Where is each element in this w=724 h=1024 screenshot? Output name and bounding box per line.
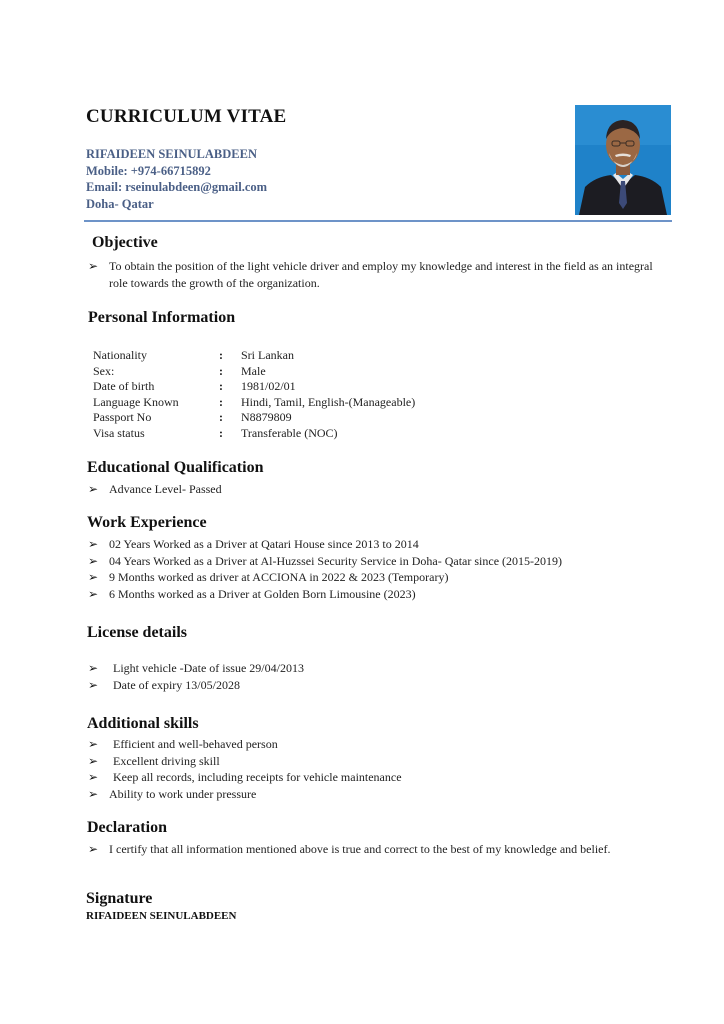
field-label: Date of birth [93, 379, 155, 393]
table-row [93, 410, 415, 426]
field-value: 1981/02/01 [241, 379, 296, 393]
field-value: N8879809 [241, 410, 292, 424]
work-experience-list [88, 536, 562, 602]
list-item [88, 786, 402, 803]
objective-heading: Objective [92, 234, 158, 251]
arrow-bullet-icon: ➢ [88, 842, 99, 856]
license-list [88, 660, 304, 693]
mobile-number: Mobile: +974-66715892 [86, 163, 211, 178]
field-value: Transferable (NOC) [241, 425, 338, 440]
list-item [88, 586, 562, 603]
skill-item: Ability to work under pressure [109, 786, 257, 801]
arrow-bullet-icon: ➢ [88, 482, 99, 496]
education-item: Advance Level- Passed [109, 482, 222, 496]
work-item: 02 Years Worked as a Driver at Qatari House since 2013 to 2014 [109, 537, 419, 551]
arrow-bullet-icon: ➢ [88, 786, 99, 801]
work-experience-heading: Work Experience [87, 514, 207, 531]
skills-list [88, 736, 402, 802]
field-separator: : [219, 394, 223, 409]
header-divider [84, 220, 672, 222]
signature-heading: Signature [86, 890, 153, 907]
list-item [88, 753, 402, 770]
education-list [88, 481, 222, 498]
skill-item: Excellent driving skill [113, 753, 220, 768]
table-row [93, 426, 415, 442]
field-value: Male [241, 363, 266, 378]
arrow-bullet-icon: ➢ [88, 259, 99, 273]
work-item: 04 Years Worked as a Driver at Al-Huzssei Security Service in Doha- Qatar since (2015-2019) [109, 553, 563, 568]
personal-info-heading: Personal Information [88, 309, 236, 326]
personal-info-table [93, 348, 415, 441]
email-address: Email: rseinulabdeen@gmail.com [86, 180, 268, 195]
skill-item: Keep all records, including receipts for vehicle maintenance [113, 770, 402, 785]
education-heading: Educational Qualification [87, 459, 264, 476]
signature-name: RIFAIDEEN SEINULABDEEN [86, 910, 237, 922]
field-label: Passport No [93, 410, 152, 424]
arrow-bullet-icon: ➢ [88, 586, 99, 601]
list-item [88, 841, 648, 858]
declaration-text: I certify that all information mentioned above is true and correct to the best of my knowledge and belief. [109, 842, 611, 856]
declaration-heading: Declaration [87, 819, 167, 836]
field-label: Visa status [93, 425, 145, 440]
arrow-bullet-icon: ➢ [88, 753, 99, 768]
contact-block [86, 146, 267, 213]
field-separator: : [219, 410, 223, 424]
field-separator: : [219, 379, 223, 393]
arrow-bullet-icon: ➢ [88, 661, 99, 675]
arrow-bullet-icon: ➢ [88, 570, 99, 585]
list-item [88, 660, 304, 677]
list-item [88, 258, 668, 291]
field-label: Nationality [93, 348, 147, 362]
work-item: 6 Months worked as a Driver at Golden Born Limousine (2023) [109, 586, 416, 601]
objective-list [88, 258, 668, 291]
list-item [88, 536, 562, 553]
objective-text: To obtain the position of the light vehicle driver and employ my knowledge and interest in the field as an integral role towards the growth of the organization. [109, 259, 653, 290]
list-item [88, 736, 402, 753]
arrow-bullet-icon: ➢ [88, 553, 99, 568]
applicant-name: RIFAIDEEN SEINULABDEEN [86, 147, 257, 161]
declaration-list [88, 841, 648, 858]
field-label: Sex: [93, 363, 115, 378]
arrow-bullet-icon: ➢ [88, 770, 99, 785]
table-row [93, 395, 415, 411]
table-row [93, 364, 415, 380]
skills-heading: Additional skills [87, 715, 199, 732]
arrow-bullet-icon: ➢ [88, 737, 99, 751]
field-label: Language Known [93, 394, 179, 409]
field-value: Sri Lankan [241, 348, 294, 362]
location: Doha- Qatar [86, 197, 154, 212]
arrow-bullet-icon: ➢ [88, 677, 99, 692]
arrow-bullet-icon: ➢ [88, 537, 99, 551]
profile-photo [575, 105, 671, 215]
field-separator: : [219, 425, 223, 440]
work-item: 9 Months worked as driver at ACCIONA in 2022 & 2023 (Temporary) [109, 570, 449, 585]
license-heading: License details [87, 624, 187, 641]
cv-title: CURRICULUM VITAE [86, 106, 287, 127]
skill-item: Efficient and well-behaved person [113, 737, 278, 751]
field-separator: : [219, 348, 223, 362]
list-item [88, 553, 562, 570]
list-item [88, 569, 562, 586]
field-value: Hindi, Tamil, English-(Manageable) [241, 394, 416, 409]
list-item [88, 769, 402, 786]
license-item: Date of expiry 13/05/2028 [113, 677, 240, 692]
list-item [88, 481, 222, 498]
license-item: Light vehicle -Date of issue 29/04/2013 [113, 661, 304, 675]
table-row [93, 348, 415, 364]
table-row [93, 379, 415, 395]
field-separator: : [219, 363, 223, 378]
list-item [88, 677, 304, 694]
